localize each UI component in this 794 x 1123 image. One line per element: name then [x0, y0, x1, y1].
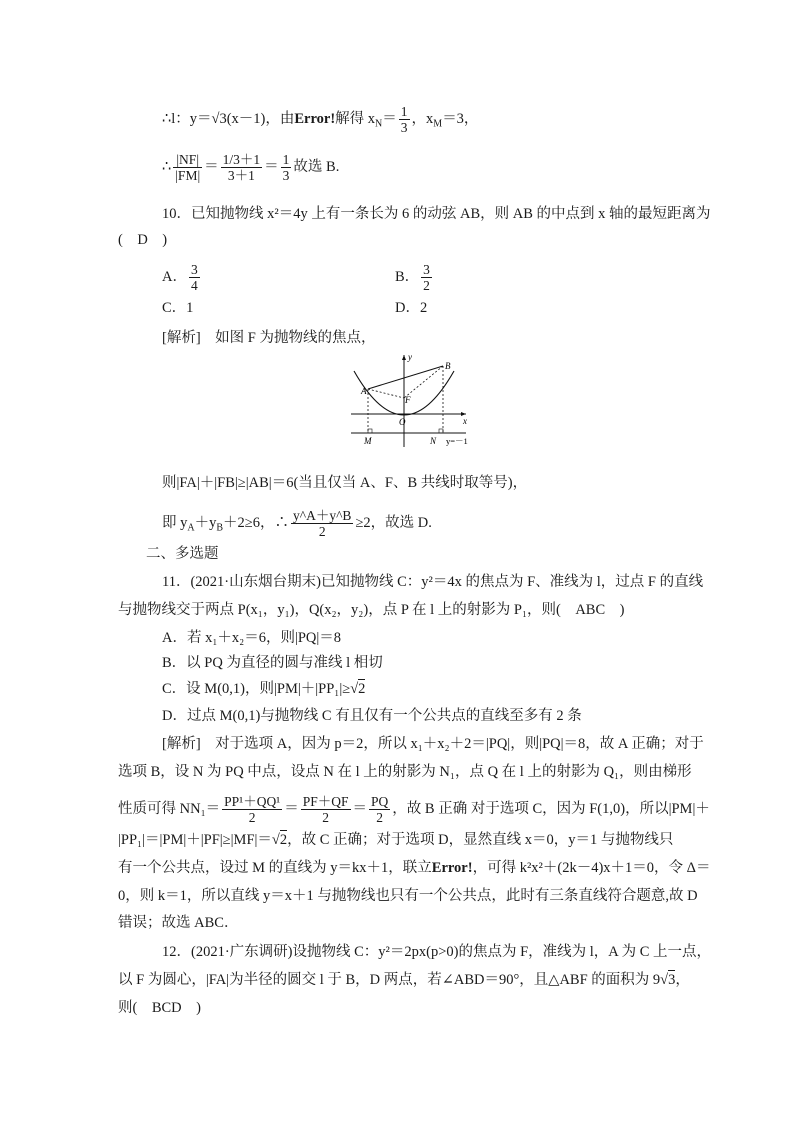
text: ，故 C 正确；对于选项 D，显然直线 x＝0，y＝1 与抛物线只: [287, 832, 674, 848]
question-10-answer: ( D ): [118, 232, 168, 248]
denominator: 3＋1: [227, 168, 255, 183]
right-angle-n: [439, 429, 443, 433]
label-x-axis: x: [463, 416, 467, 426]
analysis-text: [解析] 对于选项 A，因为 p＝2，所以 x₁＋x₂＋2＝|PQ|，则|PQ|＝8，故 A 正确；对于: [162, 736, 704, 752]
label-y-axis: y: [408, 352, 412, 362]
denominator: 4: [190, 278, 198, 293]
numerator: 1: [282, 152, 290, 167]
question-12-answer: 则( BCD ): [118, 1000, 201, 1016]
text: ＝: [352, 800, 368, 817]
denominator: 2: [248, 810, 256, 825]
text: 解得 x: [335, 110, 376, 127]
label-f: F: [405, 395, 411, 405]
dashed-bf: [404, 366, 443, 398]
analysis-text: [118, 858, 711, 878]
numerator: 1/3＋1: [222, 152, 261, 167]
text: ，故 B 正确 对于选项 C，因为 F(1,0)，所以|PM|＋: [392, 800, 710, 817]
sqrt-radicand: 2: [358, 681, 366, 697]
option-b: [395, 262, 434, 293]
label-b: B: [445, 361, 451, 371]
label-a: A: [361, 386, 367, 396]
text: ＝3，: [442, 110, 479, 127]
numerator: 1: [400, 104, 408, 119]
denominator: 2: [376, 810, 384, 825]
option-c: C．1: [162, 300, 194, 316]
fraction: [421, 262, 432, 293]
chord-ab: [368, 366, 443, 389]
option-b: B．以 PQ 为直径的圆与准线 l 相切: [162, 655, 383, 671]
subscript: M: [433, 118, 443, 130]
option-a: [162, 262, 202, 293]
option-d: D．过点 M(0,1)与抛物线 C 有且仅有一个公共点的直线至多有 2 条: [162, 708, 582, 724]
question-12-stem-cont: 以 F 为圆心，|FA|为半径的圆交 l 于 B，D 两点，若∠ABD＝90°，且△ABF 的面积为 9√3，: [118, 972, 690, 988]
denominator: 3: [282, 168, 290, 183]
numerator: |NF|: [173, 152, 202, 168]
analysis-line-3: [162, 508, 432, 539]
option-label: B．: [395, 268, 420, 285]
denominator: 2: [423, 278, 430, 293]
denominator: 2: [318, 524, 326, 539]
numerator: PF＋QF: [302, 794, 349, 809]
subscript: N: [375, 118, 383, 130]
fraction: [173, 152, 202, 183]
sqrt-radicand: 2: [279, 832, 288, 848]
question-11-stem: 11．(2021·山东烟台期末)已知抛物线 C：y²＝4x 的焦点为 F、准线为 l，过点 F 的直线: [162, 574, 704, 590]
denominator: 2: [322, 810, 329, 825]
denominator: |FM|: [175, 168, 201, 183]
analysis-text: |PP₁|＝|PM|＋|PF|≥|MF|＝√2，故 C 正确；对于选项 D，显然直线 x＝0，y＝1 与抛物线只: [118, 832, 674, 848]
text: ＝: [382, 110, 397, 127]
text: |PP₁|＝|PM|＋|PF|≥|MF|＝: [118, 832, 272, 848]
error-text: Error!: [431, 860, 473, 876]
text: ＋2≥6，∴: [223, 514, 289, 531]
question-11-stem-cont: 与抛物线交于两点 P(x₁，y₁)，Q(x₂，y₂)，点 P 在 l 上的射影为 P₁，则( ABC ): [118, 602, 625, 618]
numerator: PP¹＋QQ¹: [224, 794, 281, 809]
y-axis-arrow: [402, 355, 406, 360]
option-a: A．若 x₁＋x₂＝6，则|PQ|＝8: [162, 630, 342, 646]
text: ∴: [162, 158, 172, 175]
sqrt-radicand: 3: [668, 972, 676, 988]
analysis-text: 0，则 k＝1，所以直线 y＝x＋1 与抛物线也只有一个公共点，此时有三条直线符合题意,故 D: [118, 888, 698, 904]
label-m: M: [364, 436, 372, 446]
solution-line-1: [162, 104, 478, 135]
analysis-text: [118, 794, 710, 825]
dashed-af: [368, 389, 404, 398]
analysis-line-2: 则|FA|＋|FB|≥|AB|＝6(当且仅当 A、F、B 共线时取等号)，: [162, 475, 528, 491]
option-d: D．2: [395, 300, 428, 316]
solution-line-2: [162, 152, 339, 183]
fraction: [281, 152, 292, 183]
analysis-text: 错误；故选 ABC．: [118, 915, 239, 931]
error-text: Error!: [294, 110, 336, 127]
fraction: [369, 794, 390, 825]
parabola-figure: [346, 351, 476, 451]
text: ∴l：y＝√3(x－1)，由: [162, 110, 295, 127]
text: 以 F 为圆心，|FA|为半径的圆交 l 于 B，D 两点，若∠ABD＝90°，且△ABF 的面积为 9: [118, 972, 661, 988]
text: 性质可得 NN₁＝: [118, 800, 221, 817]
analysis-text: [解析] 如图 F 为抛物线的焦点，: [162, 330, 376, 346]
numerator: y^A＋y^B: [293, 508, 352, 523]
text: ≥2，故选 D.: [355, 514, 432, 531]
label-n: N: [430, 436, 437, 446]
text: 故选 B.: [293, 158, 340, 175]
fraction: [291, 508, 353, 539]
question-10-stem: 10．已知抛物线 x²＝4y 上有一条长为 6 的动弦 AB，则 AB 的中点到 x 轴的最短距离为: [162, 206, 711, 222]
fraction: [301, 794, 351, 825]
option-c: C．设 M(0,1)，则|PM|＋|PP₁|≥√2: [162, 681, 366, 697]
analysis-text: 选项 B，设 N 为 PQ 中点，设点 N 在 l 上的射影为 N₁，点 Q 在 l 上的射影为 Q₁，则由梯形: [118, 764, 692, 780]
label-directrix: y=－1: [446, 436, 468, 446]
numerator: PQ: [371, 794, 389, 809]
text: ＝: [264, 158, 279, 175]
numerator: 3: [423, 262, 430, 277]
text: ＋y: [194, 514, 217, 531]
denominator: 3: [400, 120, 408, 135]
fraction: [221, 152, 263, 183]
text: ，: [675, 972, 690, 988]
option-label: A．: [162, 268, 187, 285]
section-heading: 二、多选题: [146, 546, 219, 562]
text: ，可得 k²x²＋(2k－4)x＋1＝0，令 Δ＝: [472, 860, 711, 876]
fraction: [222, 794, 282, 825]
text: ＝: [284, 800, 299, 817]
text: 即 y: [162, 514, 188, 531]
subscript: B: [216, 522, 224, 534]
fraction: [189, 262, 200, 293]
text: ＝: [204, 158, 219, 175]
label-o: O: [399, 417, 406, 427]
numerator: 3: [190, 262, 198, 277]
subscript: A: [187, 522, 195, 534]
text: ，x: [411, 110, 434, 127]
question-12-stem: 12．(2021·广东调研)设抛物线 C：y²＝2px(p>0)的焦点为 F，准线为 l，A 为 C 上一点，: [162, 944, 712, 960]
text: C．设 M(0,1)，则|PM|＋|PP₁|≥: [162, 681, 351, 697]
fraction: [399, 104, 410, 135]
right-angle-m: [368, 429, 372, 433]
text: 有一个公共点，设过 M 的直线为 y＝kx＋1，联立: [118, 860, 432, 876]
